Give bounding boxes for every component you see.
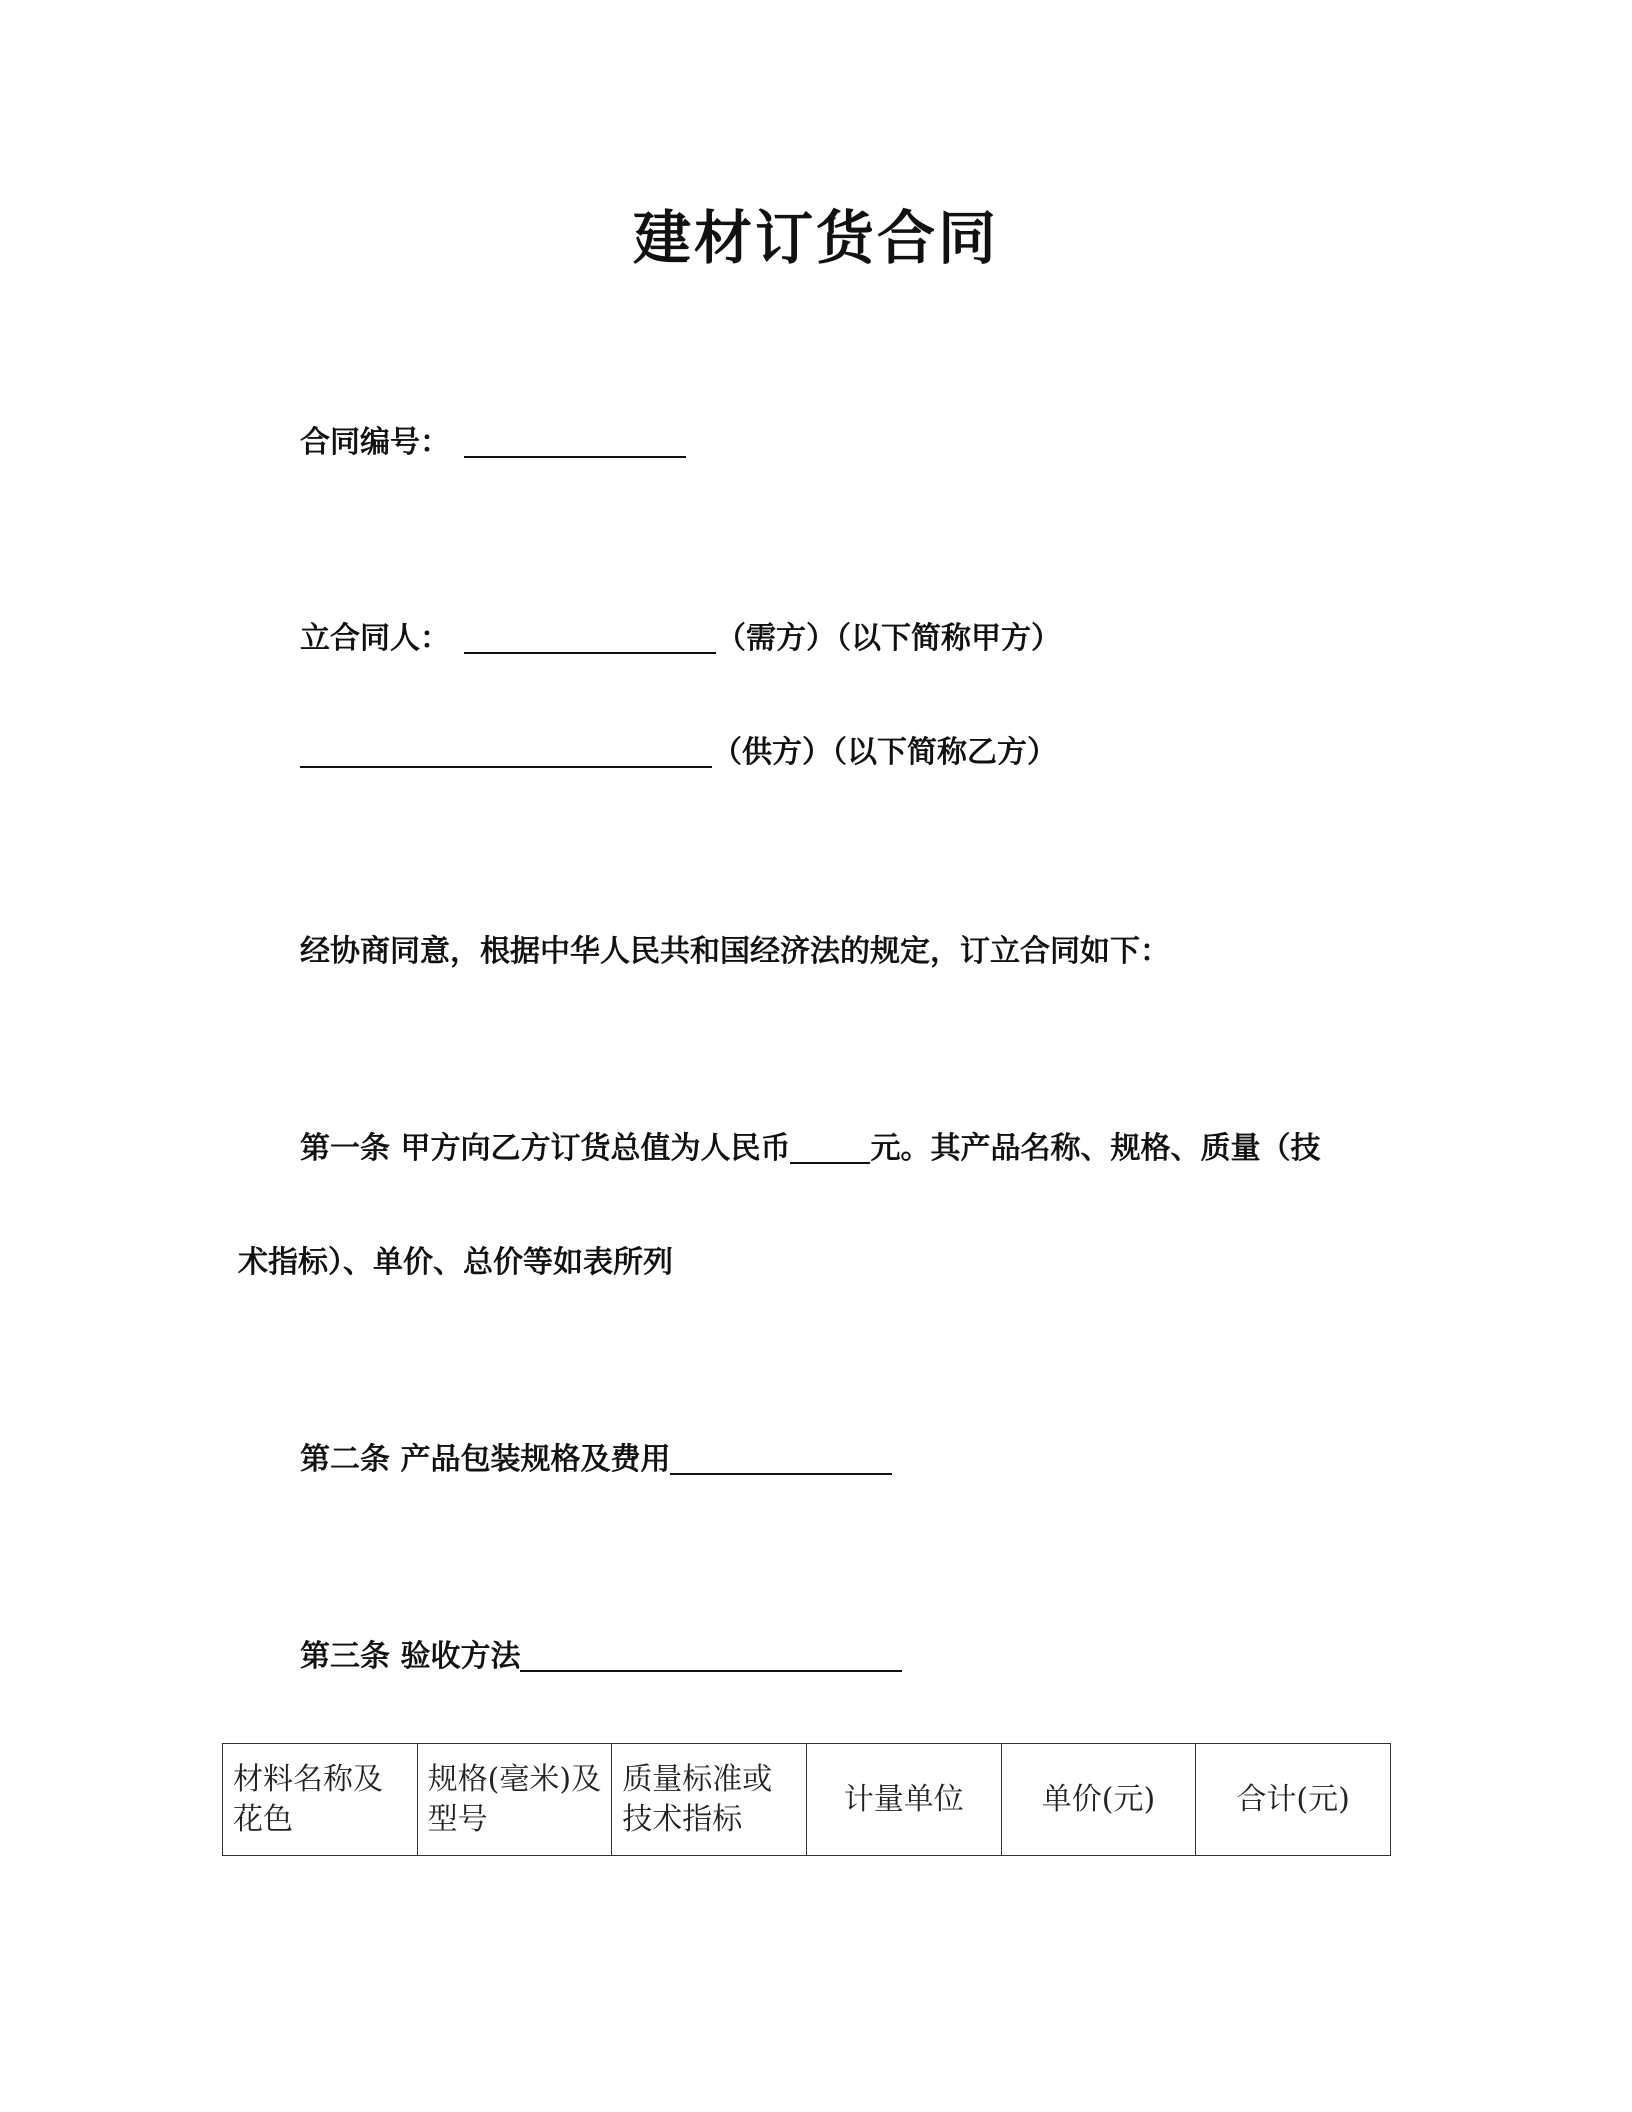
- article-2-line: [300, 1437, 892, 1483]
- order-total-blank[interactable]: [790, 1132, 870, 1164]
- document-title: 建材订货合同: [632, 204, 999, 272]
- party-a-blank[interactable]: [464, 622, 716, 654]
- acceptance-method-blank[interactable]: [520, 1640, 902, 1672]
- party-b-suffix: （供方）（以下简称乙方）: [712, 735, 1057, 770]
- parties-label: 立合同人：: [300, 621, 450, 656]
- party-b-line: [300, 730, 1057, 776]
- article-1-text-b: 元。其产品名称、规格、质量（技: [870, 1131, 1321, 1166]
- party-a-line: [300, 616, 1061, 662]
- table-header-cell: 规格(毫米)及型号: [417, 1744, 612, 1856]
- contract-number-blank[interactable]: [464, 426, 686, 458]
- article-3-text: 第三条 验收方法: [300, 1639, 521, 1674]
- article-1-line-1: [300, 1126, 1320, 1172]
- contract-number-line: [300, 420, 686, 466]
- table-header-cell: 单价(元): [1001, 1744, 1196, 1856]
- table-header-cell: 材料名称及花色: [223, 1744, 418, 1856]
- article-1-line-2: 术指标）、单价、总价等如表所列: [238, 1245, 673, 1280]
- table-header-cell: 计量单位: [806, 1744, 1001, 1856]
- packaging-blank[interactable]: [670, 1443, 892, 1475]
- table-header-row: [223, 1744, 1391, 1856]
- table-header-cell: 质量标准或技术指标: [612, 1744, 807, 1856]
- preamble: 经协商同意，根据中华人民共和国经济法的规定，订立合同如下：: [300, 934, 1170, 969]
- article-1-text-a: 第一条 甲方向乙方订货总值为人民币: [300, 1131, 791, 1166]
- party-b-blank[interactable]: [300, 736, 712, 768]
- table-header-cell: 合计(元): [1196, 1744, 1391, 1856]
- goods-table: [222, 1743, 1391, 1856]
- contract-number-label: 合同编号：: [300, 425, 450, 460]
- article-3-line: [300, 1634, 902, 1680]
- party-a-suffix: （需方）（以下简称甲方）: [716, 621, 1061, 656]
- article-2-text: 第二条 产品包装规格及费用: [300, 1442, 671, 1477]
